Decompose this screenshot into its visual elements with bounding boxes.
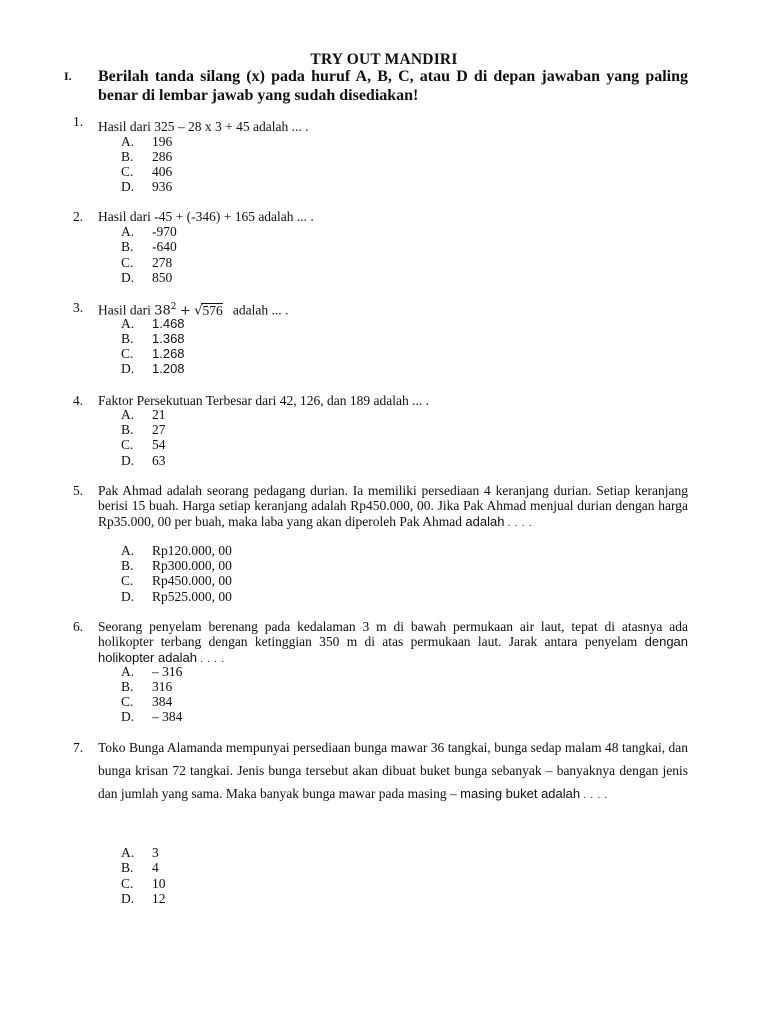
question-number: 5. [73,483,84,498]
question-text-dots: . . . . [507,517,533,529]
option-letter: C. [121,876,134,891]
option-value: 12 [152,891,166,906]
option-letter: B. [121,860,134,875]
answer-option [121,422,166,437]
option-value: 10 [152,876,166,891]
option-value: 936 [152,179,173,194]
question-text-body: Pak Ahmad adalah seorang pedagang durian. Ia memiliki persediaan 4 keranjang durian. Setiap keranjang berisi 15 buah. Harga setiap keranjang adalah Rp450.000, 00. Jika Pak Ahmad menjual durian dengan harga Rp35.000, 00 per buah, maka laba yang akan diperoleh Pak Ahmad [98,483,688,529]
answer-option [121,573,232,588]
answer-option [121,558,232,573]
answer-option [121,149,172,164]
answer-option [121,407,166,422]
question-text: Hasil dari 325 – 28 x 3 + 45 adalah ... . [98,119,309,134]
answer-option [121,543,232,558]
page-title: TRY OUT MANDIRI [310,51,458,68]
answer-option [121,694,172,709]
answer-option [121,860,159,875]
math-exponent: 2 [170,302,177,312]
question-text-tail: dengan holikopter adalah [98,634,689,665]
question-text [98,736,688,807]
question-text [98,619,688,667]
question-text: Hasil dari -45 + (-346) + 165 adalah ... . [98,209,314,224]
option-letter: A. [121,845,135,860]
answer-option [121,224,177,239]
option-letter: D. [121,361,135,376]
sqrt-icon: √ [194,303,203,319]
option-value: 54 [152,437,166,452]
answer-option [121,164,172,179]
question-text [98,483,688,531]
option-value: -640 [152,239,177,254]
option-letter: A. [121,134,135,149]
answer-option [121,891,166,906]
answer-option [121,134,172,149]
question-number: 3. [73,300,84,315]
answer-option [121,679,172,694]
answer-option [121,331,185,346]
option-letter: C. [121,346,134,361]
option-letter: A. [121,316,135,331]
option-value: – 384 [152,709,183,724]
option-value: 27 [152,422,166,437]
option-value: 1.268 [152,346,185,361]
option-letter: D. [121,891,135,906]
question-text-tail: adalah [465,513,505,529]
option-value: -970 [152,224,177,239]
option-value: 278 [152,255,173,270]
option-value: 384 [152,694,173,709]
option-value: 3 [152,845,159,860]
question-text-body: Seorang penyelam berenang pada kedalaman 3 m di bawah permukaan air laut, tepat di atasnya ada holikopter terbang dengan ketinggian 350 m di atas permukaan laut. Jarak antara penyelam [98,619,688,650]
section-number: I. [64,69,72,83]
option-value: 286 [152,149,173,164]
question-number: 1. [73,114,84,129]
option-letter: C. [121,437,134,452]
question-text-dots: . . . . [583,790,608,801]
option-letter: D. [121,453,135,468]
answer-option [121,316,185,331]
option-letter: D. [121,589,135,604]
answer-option [121,876,166,891]
option-value: 4 [152,860,159,875]
option-letter: B. [121,422,134,437]
question-number: 6. [73,619,84,634]
math-base: 38 [154,303,171,319]
option-letter: A. [121,543,135,558]
option-value: 850 [152,270,173,285]
answer-option [121,361,185,376]
answer-option [121,453,166,468]
option-value: 1.208 [152,361,185,376]
answer-option [121,239,177,254]
option-letter: D. [121,270,135,285]
answer-option [121,270,172,285]
option-letter: C. [121,255,134,270]
option-value: 1.468 [152,316,185,331]
option-letter: C. [121,573,134,588]
answer-option [121,589,232,604]
question-text-prefix: Hasil dari [98,302,151,318]
answer-option [121,179,172,194]
option-value: Rp525.000, 00 [152,589,232,604]
option-letter: B. [121,558,134,573]
option-letter: B. [121,239,134,254]
option-letter: D. [121,179,135,194]
option-value: 406 [152,164,173,179]
question-number: 7. [73,740,84,755]
question-text-tail: masing buket adalah [460,786,581,801]
answer-option [121,346,185,361]
option-letter: B. [121,149,134,164]
option-letter: B. [121,331,134,346]
option-value: 316 [152,679,173,694]
option-value: Rp120.000, 00 [152,543,232,558]
option-value: 196 [152,134,173,149]
question-number: 2. [73,209,84,224]
question-text-suffix: adalah ... . [232,302,289,318]
option-value: – 316 [152,664,183,679]
question-text-dots: . . . . [200,653,225,665]
option-letter: A. [121,664,135,679]
answer-option [121,709,182,724]
section-instruction: Berilah tanda silang (x) pada huruf A, B, C, atau D di depan jawaban yang paling benar di lembar jawab yang sudah disediakan! [98,68,688,104]
answer-option [121,845,159,860]
option-letter: A. [121,224,135,239]
answer-option [121,437,166,452]
math-radicand: 576 [202,302,223,318]
option-value: Rp300.000, 00 [152,558,232,573]
answer-option [121,664,182,679]
option-letter: A. [121,407,135,422]
math-plus: + [179,303,191,319]
answer-option [121,255,172,270]
option-letter: C. [121,164,134,179]
option-letter: D. [121,709,135,724]
option-letter: B. [121,679,134,694]
option-letter: C. [121,694,134,709]
question-text: Faktor Persekutuan Terbesar dari 42, 126, dan 189 adalah ... . [98,393,429,408]
question-text [98,300,688,319]
question-number: 4. [73,393,84,408]
option-value: Rp450.000, 00 [152,573,232,588]
option-value: 21 [152,407,166,422]
option-value: 1.368 [152,331,185,346]
option-value: 63 [152,453,166,468]
question-text-body: Toko Bunga Alamanda mempunyai persediaan bunga mawar 36 tangkai, bunga sedap malam 48 tangkai, dan bunga krisan 72 tangkai. Jenis bunga tersebut akan dibuat buket bunga sebanyak – banyaknya dengan jenis dan jumlah yang sama. Maka banyak bunga mawar pada masing – [98,740,688,801]
